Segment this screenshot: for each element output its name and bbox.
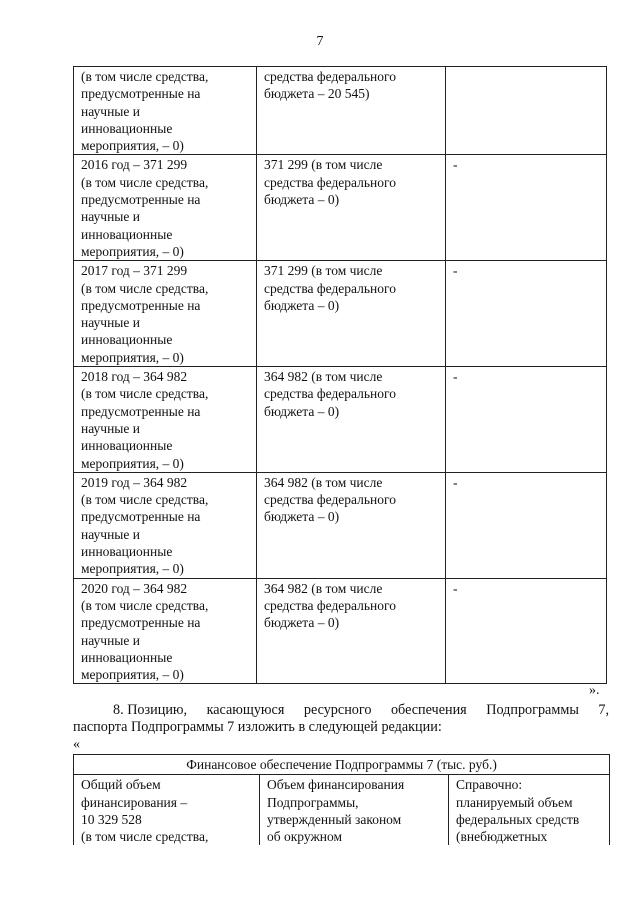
paragraph-line-2: паспорта Подпрограммы 7 изложить в следующей редакции:: [73, 719, 442, 735]
reference-cell: -: [446, 155, 607, 261]
cell-line: инновационные: [81, 649, 173, 665]
cell-line: научные и: [81, 209, 140, 225]
cell-line: предусмотренные на: [81, 615, 201, 631]
cell-line: мероприятия, – 0): [81, 667, 184, 683]
cell-line: 371 299 (в том числе: [264, 263, 383, 279]
cell-line: предусмотренные на: [81, 297, 201, 313]
reference-cell: -: [446, 472, 607, 578]
cell-line: мероприятия, – 0): [81, 138, 184, 154]
paragraph-word: 7,: [598, 702, 609, 718]
table-row: [74, 155, 607, 261]
cell-line: финансирования –: [81, 794, 188, 810]
cell-line: 364 982 (в том числе: [264, 474, 383, 490]
cell-line: инновационные: [81, 120, 173, 136]
page-number: 7: [316, 34, 324, 49]
cell-line: 2017 год – 371 299: [81, 263, 188, 279]
cell-line: 364 982 (в том числе: [264, 580, 383, 596]
cell-line: федеральных средств: [456, 811, 580, 827]
cell-line: 2016 год – 371 299: [81, 157, 188, 173]
total-funding-cell: [74, 775, 260, 846]
budget-cell: [257, 155, 446, 261]
paragraph-word: ресурсного: [303, 702, 372, 718]
cell-line: (внебюджетных: [456, 829, 548, 845]
funding-by-year-table: [73, 66, 607, 684]
paragraph-line-1: [73, 702, 609, 719]
cell-line: (в том числе средства,: [81, 280, 209, 296]
table-row: [74, 578, 607, 684]
year-total-cell: [74, 261, 257, 367]
closing-quote: ».: [589, 683, 600, 698]
cell-line: 2020 год – 364 982: [81, 580, 188, 596]
cell-line: мероприятия, – 0): [81, 561, 184, 577]
table-row: [74, 261, 607, 367]
cell-line: мероприятия, – 0): [81, 349, 184, 365]
table-row: [74, 472, 607, 578]
cell-line: предусмотренные на: [81, 403, 201, 419]
cell-line: 2018 год – 364 982: [81, 369, 188, 385]
cell-line: предусмотренные на: [81, 192, 201, 208]
cell-line: бюджета – 0): [264, 403, 340, 419]
budget-cell: [257, 578, 446, 684]
cell-line: бюджета – 0): [264, 297, 340, 313]
cell-line: 2019 год – 364 982: [81, 474, 188, 490]
paragraph-word: Подпрограммы: [486, 702, 579, 718]
cell-line: 371 299 (в том числе: [264, 157, 383, 173]
cell-line: (в том числе средства,: [81, 829, 209, 845]
cell-line: утвержденный законом: [267, 811, 402, 827]
cell-line: научные и: [81, 315, 140, 331]
cell-line: 10 329 528: [81, 811, 142, 827]
opening-quote: «: [73, 737, 80, 752]
reference-cell: -: [446, 578, 607, 684]
cell-line: планируемый объем: [456, 794, 573, 810]
paragraph-word: обеспечения: [390, 702, 467, 718]
cell-line: предусмотренные на: [81, 86, 201, 102]
cell-line: инновационные: [81, 226, 173, 242]
cell-line: (в том числе средства,: [81, 386, 209, 402]
cell-line: средства федерального: [264, 280, 396, 296]
cell-line: средства федерального: [264, 69, 396, 84]
cell-line: бюджета – 0): [264, 192, 340, 208]
year-total-cell: [74, 367, 257, 473]
year-total-cell: [74, 155, 257, 261]
cell-line: научные и: [81, 526, 140, 542]
budget-cell: [257, 67, 446, 155]
cell-line: Общий объем: [81, 777, 161, 793]
cell-line: научные и: [81, 103, 140, 119]
financial-support-header: Финансовое обеспечение Подпрограммы 7 (тыс. руб.): [74, 755, 610, 775]
cell-line: средства федерального: [264, 174, 396, 190]
cell-line: мероприятия, – 0): [81, 243, 184, 259]
cell-line: 364 982 (в том числе: [264, 369, 383, 385]
year-total-cell: [74, 578, 257, 684]
cell-line: средства федерального: [264, 597, 396, 613]
cell-line: бюджета – 0): [264, 509, 340, 525]
reference-funding-cell: [449, 775, 610, 846]
cell-line: об окружном: [267, 829, 343, 845]
reference-cell: -: [446, 261, 607, 367]
cell-line: (в том числе средства,: [81, 597, 209, 613]
cell-line: средства федерального: [264, 386, 396, 402]
financial-support-table: [73, 754, 610, 845]
paragraph-word: касающуюся: [206, 702, 285, 718]
year-total-cell: [74, 67, 257, 155]
year-total-cell: [74, 472, 257, 578]
cell-line: научные и: [81, 420, 140, 436]
cell-line: научные и: [81, 632, 140, 648]
cell-line: бюджета – 20 545): [264, 86, 370, 102]
reference-cell: -: [446, 367, 607, 473]
cell-line: (в том числе средства,: [81, 492, 209, 508]
budget-cell: [257, 472, 446, 578]
paragraph-word: 8. Позицию,: [113, 702, 188, 718]
amendment-paragraph: [73, 702, 609, 736]
table-row: [74, 367, 607, 473]
cell-line: инновационные: [81, 332, 173, 348]
budget-cell: [257, 261, 446, 367]
table-row: [74, 67, 607, 155]
approved-funding-cell: [260, 775, 449, 846]
cell-line: Справочно:: [456, 777, 523, 793]
cell-line: бюджета – 0): [264, 615, 340, 631]
cell-line: инновационные: [81, 544, 173, 560]
cell-line: (в том числе средства,: [81, 174, 209, 190]
cell-line: Объем финансирования: [267, 777, 405, 793]
cell-line: предусмотренные на: [81, 509, 201, 525]
reference-cell: [446, 67, 607, 155]
cell-line: средства федерального: [264, 492, 396, 508]
cell-line: Подпрограммы,: [267, 794, 359, 810]
cell-line: мероприятия, – 0): [81, 455, 184, 471]
budget-cell: [257, 367, 446, 473]
cell-line: (в том числе средства,: [81, 69, 209, 84]
cell-line: инновационные: [81, 438, 173, 454]
